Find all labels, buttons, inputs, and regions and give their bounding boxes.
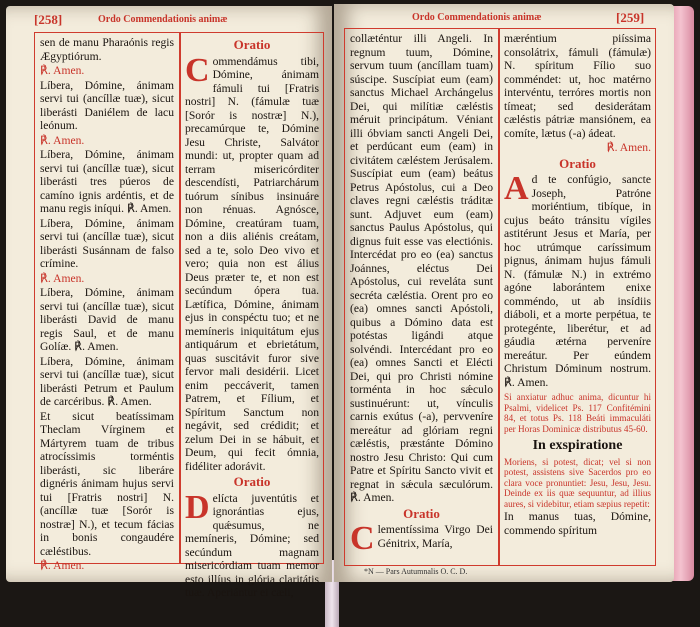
prayer-text: ommendámus tibi, Dómine, ánimam fámuli tui [Fratris nostri] N. (fámulæ tuæ [Sorór is nostræ] N.), precamúrque te, Dómine Jesu Christe, Salvátor mundi: ut, propter quam ad terram misericórditer descendísti, Patriarchárum tuórum sínibus insinuáre non rénuas. Agnósce, Dómine, creatúram tuam, non a diis aliénis creátam, sed a te, solo Deo vivo et vero; quia non est álius Deus præter te, et non est secúndum ópera tua. Lætífica, Dómine, ánimam ejus in conspéctu tuo; et ne memíneris iniquitátum ejus antiquárum et ebrietátum, quas suscitávit furor sive fervor mali desidérii. Licet enim peccáverit, tamen Patrem, et Fílium, et Spíritum Sanctum non negávit, sed crédidit; et zelum Dei in se hábuit, et Deum, qui fecit ómnia, fidéliter adorávit.	[185, 54, 319, 473]
paragraph: Líbera, Dómine, ánimam servi tui (ancíllæ tuæ), sicut liberásti Susánnam de falso crímine.	[40, 216, 174, 270]
page-number-right: [259]	[616, 10, 645, 25]
paragraph: Líbera, Dómine, ánimam servi tui (ancíllæ tuæ), sicut liberásti Petrum et Paulum de carcéribus. ℟. Amen.	[40, 354, 174, 408]
page-number-left: [258]	[34, 12, 63, 27]
response: ℟. Amen.	[40, 133, 85, 147]
left-column-1	[40, 36, 174, 572]
paragraph: sen de manu Pharaónis regis Ægyptiórum.	[40, 36, 174, 63]
section-heading-oratio: Oratio	[559, 155, 596, 171]
prayer-text: mæréntium piíssima consolátrix, fámuli (fámulæ) N. spíritum Fílio suo comméndet: ut, hoc matérno intervéntu, terróres mortis non tímeat; sed desiderátam cæléstis pátriæ mansiónem, ea comíte, lætus (-a) ádeat.	[504, 32, 651, 140]
section-heading-oratio: Oratio	[403, 505, 440, 521]
rubric: Moriens, si potest, dicat; vel si non potest, assistens sive Sacerdos pro eo clara voce pronuntiet: Jesu, Jesu, Jesu. Deinde ex iis quæ sequuntur, ad illius aures, si videbitur, etiam sæpius repetit:	[504, 456, 651, 509]
prayer-text: elícta juventútis et ignorántias ejus, quǽsumus, ne memíneris, Dómine; sed secúndum magnam misericórdiam tuam memor esto illíus in glória claritátis tuæ. Aperiántur ei cæli,	[185, 491, 319, 599]
running-head-left: Ordo Commendationis animæ	[98, 14, 228, 25]
rubric: Si anxiatur adhuc anima, dicuntur hi Psalmi, videlicet Ps. 117 Confitémini 84, et totus Ps. 118 Beáti immaculáti per Horas Dominicæ distributus 45-60.	[504, 392, 651, 434]
prayer-text: collæténtur illi Angeli. In regnum tuum, Dómine, servum tuum (ancíllam tuam) súscipe. Suscípiat eum (eam) sanctus Michael Archángelus Dei, qui milítiæ cæléstis méruit principátum. Véniant illi óbviam sancti Angeli Dei, et perdúcant eum (eam) in civitátem cæléstem Jerúsalem. Suscípiat eum (eam) beátus Petrus Apóstolus, cui a Deo claves regni cæléstis tráditæ sunt. Adjuvet eum (eam) sanctus Paulus Apóstolus, qui dignus fuit esse vas electiónis. Intercédat pro eo (ea) sanctus Joánnes, eléctus Dei Apóstolus, cui reveláta sunt secréta cæléstia. Orent pro eo (ea) omnes sancti Apóstoli, quibus a Dómino data est potéstas ligándi atque solvéndi. Intercédant pro eo (ea) omnes Sancti et Elécti Dei, qui pro Christi nómine torménta in hoc sǽculo sustinuérunt: ut, vínculis carnis exútus (-a), pervveníre mereátur ad glóriam regni cæléstis, præstánte Dómino nostro Jesu Christo: Qui cum Patre et Spíritu Sancto vivit et regnat in sǽcula sæculórum. ℟. Amen.	[350, 32, 493, 504]
response: ℟. Amen.	[40, 64, 85, 77]
paragraph: Líbera, Dómine, ánimam servi tui (ancíllæ tuæ), sicut liberásti Daniélem de lacu leónum.	[40, 78, 174, 132]
right-column-1	[350, 32, 493, 564]
drop-cap: C	[350, 520, 375, 557]
prayer-text: In manus tuas, Dómine, commendo spíritum	[504, 510, 651, 537]
footnote: *N — Pars Autumnalis O. C. D.	[364, 567, 468, 576]
left-column-2	[185, 36, 319, 599]
drop-cap: A	[504, 170, 529, 207]
response: ℟. Amen.	[606, 141, 651, 154]
right-column-2	[504, 32, 651, 564]
prayer-text: lementíssima Virgo Dei Génitrix, María,	[377, 523, 493, 550]
left-column-divider	[179, 32, 181, 564]
prayer-text: d te confúgio, sancte Joseph, Patróne moriéntium, tibíque, in cujus beáto tránsitu vígiles astitérunt Jesus et María, per hoc utrúmque caríssimum pignus, ánimam hujus fámuli N. (fámulæ N.) in extrémo agóne laborántem enixe comméndo, ut ab insídiis diáboli, et a morte perpétua, te protegénte, liberétur, et ad gáudia ætérna perveníre mereátur. Per eúndem Christum Dóminum nostrum. ℟. Amen.	[504, 173, 651, 389]
response: ℟. Amen.	[40, 559, 85, 572]
response: ℟. Amen.	[40, 271, 85, 285]
paragraph: Líbera, Dómine, ánimam servi tui (ancíllæ tuæ), sicut liberásti David de manu regis Saul, et de manu Golíæ. ℟. Amen.	[40, 286, 174, 353]
drop-cap: D	[185, 488, 210, 526]
page-edge-gilt	[672, 6, 694, 581]
drop-cap: C	[185, 51, 210, 89]
paragraph: Et sicut beatíssimam Theclam Vírginem et Mártyrem tuam de tribus atrocíssimis torméntis liberásti, sic liberáre dignéris ánimam hujus servi tui [Fratris nostri] N. (ancíllæ tuæ [Sorór is nostræ] N.), et tecum fácias in bonis congaudére cæléstibus.	[40, 409, 174, 558]
right-page	[334, 4, 674, 582]
section-heading-exspiratione: In exspiratione	[532, 438, 623, 453]
section-heading-oratio: Oratio	[233, 37, 271, 52]
section-heading-oratio: Oratio	[233, 474, 271, 489]
right-column-divider	[498, 28, 500, 566]
running-head-right: Ordo Commendationis animæ	[412, 12, 542, 23]
paragraph: Líbera, Dómine, ánimam servi tui (ancíllæ tuæ), sicut liberásti tres púeros de camíno ignis ardéntis, et de manu regis iníqui. ℟. Amen.	[40, 148, 174, 215]
left-page	[6, 6, 332, 599]
